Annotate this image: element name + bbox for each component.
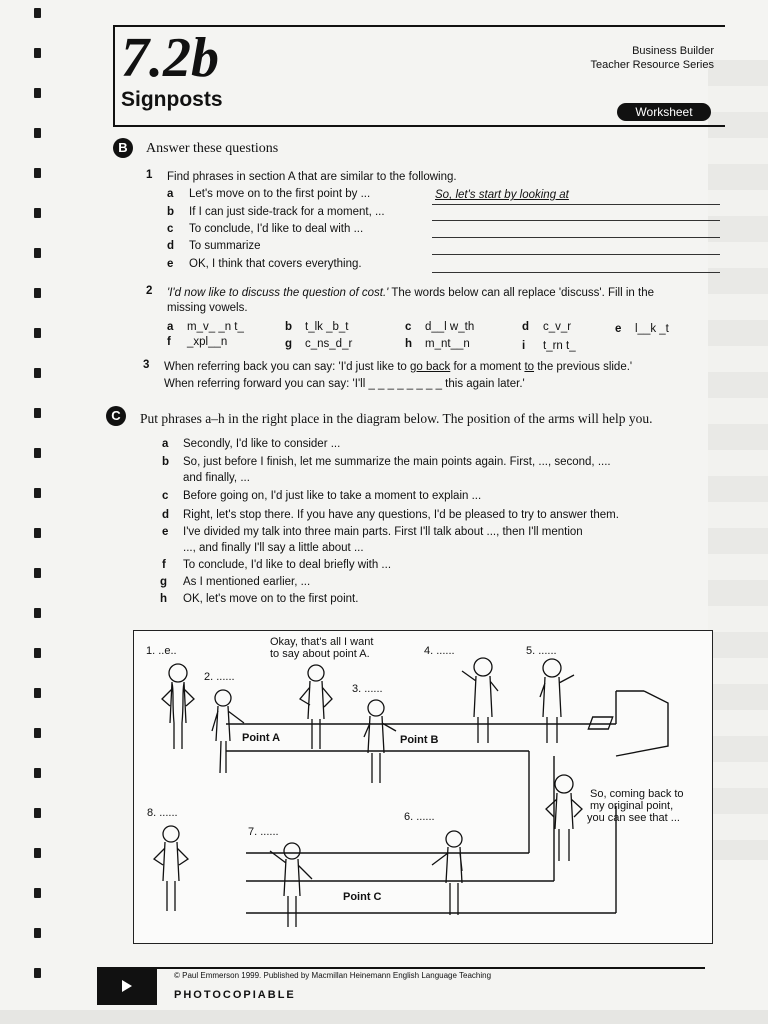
blank-4: 4. ...... [424, 645, 455, 657]
c-item-b-text: So, just before I finish, let me summarize the main points again. First, ..., second, .... [183, 456, 611, 468]
q2h-letter: h [405, 338, 413, 350]
binding-hole [34, 648, 41, 658]
signpost-diagram [133, 630, 713, 944]
q1b-text: If I can just side-track for a moment, ... [189, 206, 385, 218]
c-item-c-letter: c [162, 490, 169, 502]
binding-hole [34, 8, 41, 18]
q3-line-2: When referring forward you can say: 'I'll _ _ _ _ _ _ _ _ this again later.' [164, 378, 525, 390]
copyright: © Paul Emmerson 1999. Published by Macmillan Heinemann English Language Teaching [174, 971, 492, 980]
q1a-text: Let's move on to the first point by ... [189, 188, 371, 200]
q1d-text: To summarize [189, 240, 261, 252]
c-item-h-letter: h [160, 593, 168, 605]
road-end [616, 691, 668, 756]
q3-to: to [524, 361, 535, 373]
q2d-word: c_v_r [543, 321, 572, 333]
q3-line-1-part-b: for a moment [450, 361, 525, 373]
figure-2 [212, 690, 244, 773]
c-item-d-text: Right, let's stop there. If you have any questions, I'd be pleased to try to answer them. [183, 509, 619, 521]
q2b-letter: b [285, 321, 293, 333]
q3-line-1 [164, 360, 632, 374]
q2-quote: 'I'd now like to discuss the question of cost.' [167, 287, 389, 299]
binding-hole [34, 448, 41, 458]
q2f-word: _xpl__n [187, 336, 228, 348]
section-b-marker: B [113, 138, 133, 158]
q3-go-back: go back [410, 361, 451, 373]
series-name [590, 44, 714, 72]
unit-number: 7.2b [121, 27, 219, 89]
q2a-word: m_v_ _n t_ [187, 321, 244, 333]
binding-hole [34, 728, 41, 738]
binding-hole [34, 288, 41, 298]
q3-line-1-part-c: the previous slide.' [534, 361, 633, 373]
c-item-f-letter: f [162, 559, 166, 571]
figure-9 [270, 843, 312, 927]
q1d-letter: d [167, 240, 175, 252]
binding-hole [34, 688, 41, 698]
speech-back-line-3: you can see that ... [587, 812, 680, 824]
figure-10 [432, 831, 462, 915]
c-item-a-letter: a [162, 438, 169, 450]
point-c-label: Point C [343, 891, 382, 903]
c-item-c-text: Before going on, I'd just like to take a moment to explain ... [183, 490, 482, 502]
q2e-letter: e [615, 323, 622, 335]
answer-line [432, 220, 720, 221]
blank-5: 5. ...... [526, 645, 557, 657]
speech-back-line-2: my original point, [590, 800, 674, 812]
photocopiable-label: PHOTOCOPIABLE [174, 989, 296, 1001]
q1b-letter: b [167, 206, 175, 218]
q2-instruction: The words below can all replace 'discuss'. Fill in the [388, 287, 654, 299]
q2-text-line-2: missing vowels. [167, 302, 248, 314]
figure-7 [546, 775, 582, 861]
c-item-b-text-2: and finally, ... [183, 472, 250, 484]
binding-hole [34, 568, 41, 578]
binding-hole [34, 888, 41, 898]
q1-text: Find phrases in section A that are similar to the following. [167, 171, 457, 183]
q1-number: 1 [146, 169, 153, 181]
binding-hole [34, 168, 41, 178]
figure-4 [364, 700, 396, 783]
q1e-letter: e [167, 258, 174, 270]
section-c-marker: C [106, 406, 126, 426]
q2c-word: d__l w_th [425, 321, 475, 333]
speech-point-a-line-2: to say about point A. [270, 648, 370, 660]
answer-line [432, 254, 720, 255]
series-line-1: Business Builder [632, 45, 714, 57]
section-c-heading: Put phrases a–h in the right place in the diagram below. The position of the arms will help you. [140, 411, 653, 426]
q3-line-1-part-a: When referring back you can say: 'I'd just like to [164, 361, 411, 373]
q2e-word: l__k _t [635, 323, 669, 335]
q1c-letter: c [167, 223, 174, 235]
section-b-heading: Answer these questions [146, 141, 279, 156]
blank-8: 8. ...... [147, 807, 178, 819]
c-item-d-letter: d [162, 509, 170, 521]
binding-hole [34, 968, 41, 978]
q1a-letter: a [167, 188, 174, 200]
figure-5 [462, 658, 498, 743]
binding-hole [34, 528, 41, 538]
show-through-background [708, 60, 768, 860]
q2f-letter: f [167, 336, 171, 348]
page-title: Signposts [121, 88, 223, 111]
c-item-g-text: As I mentioned earlier, ... [183, 576, 311, 588]
c-item-a-text: Secondly, I'd like to consider ... [183, 438, 341, 450]
binding-hole [34, 248, 41, 258]
c-item-e-text-2: ..., and finally I'll say a little about ... [183, 542, 364, 554]
blank-2: 2. ...... [204, 671, 235, 683]
q2g-letter: g [285, 338, 293, 350]
q2i-word: t_rn t_ [543, 340, 576, 352]
c-item-e-letter: e [162, 526, 169, 538]
binding-hole [34, 368, 41, 378]
blank-7: 7. ...... [248, 826, 279, 838]
q1a-answer: So, let's start by looking at [435, 189, 569, 201]
c-item-h-text: OK, let's move on to the first point. [183, 593, 359, 605]
q2i-letter: i [522, 340, 526, 352]
binding-hole [34, 408, 41, 418]
blank-6: 6. ...... [404, 811, 435, 823]
figure-3 [300, 665, 332, 749]
binding-hole [34, 608, 41, 618]
binding-hole [34, 48, 41, 58]
q2-text [167, 286, 654, 300]
blank-1: 1. ..e.. [146, 645, 177, 657]
figure-8 [154, 826, 188, 911]
q2a-letter: a [167, 321, 174, 333]
page-edge [0, 1010, 768, 1024]
c-item-f-text: To conclude, I'd like to deal briefly with ... [183, 559, 392, 571]
q2d-letter: d [522, 321, 530, 333]
answer-line [432, 204, 720, 205]
q2-number: 2 [146, 285, 153, 297]
binding-hole [34, 848, 41, 858]
figure-6 [540, 659, 574, 743]
q2h-word: m_nt__n [425, 338, 470, 350]
binding-hole [34, 208, 41, 218]
binding-hole [34, 128, 41, 138]
q2g-word: c_ns_d_r [305, 338, 353, 350]
play-icon [122, 980, 132, 992]
q1c-text: To conclude, I'd like to deal with ... [189, 223, 364, 235]
blank-3: 3. ...... [352, 683, 383, 695]
c-item-b-letter: b [162, 456, 170, 468]
speech-point-a-line-1: Okay, that's all I want [270, 636, 374, 648]
answer-line [432, 237, 720, 238]
worksheet-badge: Worksheet [617, 103, 711, 121]
binding-hole [34, 328, 41, 338]
binding-hole [34, 768, 41, 778]
header-rule [113, 125, 725, 127]
figure-1 [162, 664, 194, 749]
q2c-letter: c [405, 321, 412, 333]
binding-hole [34, 488, 41, 498]
binding-hole [34, 88, 41, 98]
c-item-g-letter: g [160, 576, 168, 588]
binding-hole [34, 808, 41, 818]
q1e-text: OK, I think that covers everything. [189, 258, 362, 270]
c-item-e-text: I've divided my talk into three main parts. First I'll talk about ..., then I'll mention [183, 526, 583, 538]
road-sign [588, 717, 612, 729]
answer-line [432, 272, 720, 273]
point-a-label: Point A [242, 732, 281, 744]
series-line-2: Teacher Resource Series [590, 59, 714, 71]
spiral-binding [30, 0, 44, 1024]
binding-hole [34, 928, 41, 938]
point-b-label: Point B [400, 734, 439, 746]
q2b-word: t_lk _b_t [305, 321, 349, 333]
speech-back-line-1: So, coming back to [590, 788, 684, 800]
footer-rule [97, 967, 705, 969]
q3-number: 3 [143, 359, 150, 371]
